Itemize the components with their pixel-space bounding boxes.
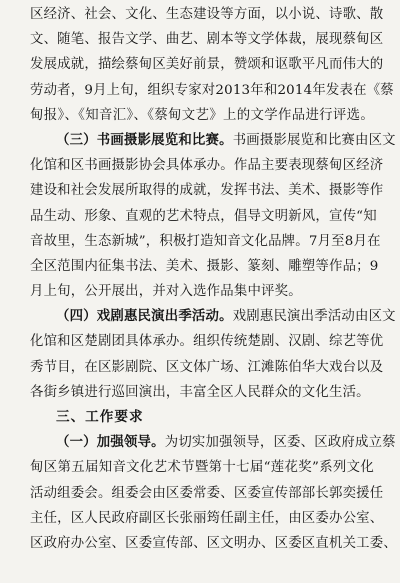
subsection-heading: （三）书画摄影展览和比赛。 <box>56 131 233 148</box>
paragraph-literature <box>30 2 394 128</box>
paragraph-opera-season <box>30 304 396 405</box>
text-segment: 为切实加强领导，区委、区政府成立蔡 <box>164 435 396 451</box>
text-line: 月上旬，公开展出，并对入选作品集中评奖。 <box>30 284 302 300</box>
paragraph-leadership <box>30 430 397 556</box>
text-line: 各街乡镇进行巡回演出，丰富全区人民群众的文化生活。 <box>30 384 370 400</box>
text-line: 甸报》、《知音汇》、《蔡甸文艺》上的文学作品进行评选。 <box>30 107 374 123</box>
text-line <box>30 128 396 153</box>
text-line: 劳动者，9月上旬，组织专家对2013年和2014年发表在《蔡 <box>30 82 394 98</box>
document-body <box>30 2 397 556</box>
text-line: 区政府办公室、区委宣传部、区文明办、区委区直机关工委、 <box>30 535 397 551</box>
text-line: 建设和社会发展所取得的成就，发挥书法、美术、摄影等作 <box>30 183 384 199</box>
text-line: 区经济、社会、文化、生态建设等方面，以小说、诗歌、散 <box>30 7 384 22</box>
text-line: 发展成就，描绘蔡甸区美好前景，赞颂和讴歌平凡而伟大的 <box>30 57 384 73</box>
text-line: 全区范围内征集书法、美术、摄影、篆刻、雕塑等作品；9 <box>30 258 379 274</box>
paragraph-calligraphy-photography <box>30 128 396 304</box>
text-line: 化馆和区楚剧团具体承办。组织传统楚剧、汉剧、综艺等优 <box>30 334 384 350</box>
text-line: 化馆和区书画摄影协会具体承办。作品主要表现蔡甸区经济 <box>30 158 384 174</box>
text-line: 活动组委会。组委会由区委常委、区委宣传部部长郭奕援任 <box>30 485 384 501</box>
text-line <box>30 304 396 329</box>
subsection-heading: （一）加强领导。 <box>56 434 165 451</box>
subsection-heading: （四）戏剧惠民演出季活动。 <box>56 308 233 325</box>
text-line: 文、随笔、报告文学、曲艺、剧本等文学体裁，展现蔡甸区 <box>30 32 384 48</box>
text-segment: 书画摄影展览和比赛由区文 <box>232 132 396 148</box>
text-line: 甸区第五届知音文化艺术节暨第十七届“莲花奖”系列文化 <box>30 460 374 476</box>
text-line <box>30 430 396 455</box>
section-title: 三、工作要求 <box>56 409 144 425</box>
text-segment: 戏剧惠民演出季活动由区文 <box>232 309 396 325</box>
text-line: 音故里，生态新城”，积极打造知音文化品牌。7月至8月在 <box>30 233 381 249</box>
text-line: 主任，区人民政府副区长张丽筠任副主任，由区委办公室、 <box>30 510 384 526</box>
text-line: 品生动、形象、直观的艺术特点，倡导文明新风，宣传“知 <box>30 208 377 224</box>
text-line: 秀节目，在区影剧院、区文体广场、江滩陈伯华大戏台以及 <box>30 359 384 375</box>
